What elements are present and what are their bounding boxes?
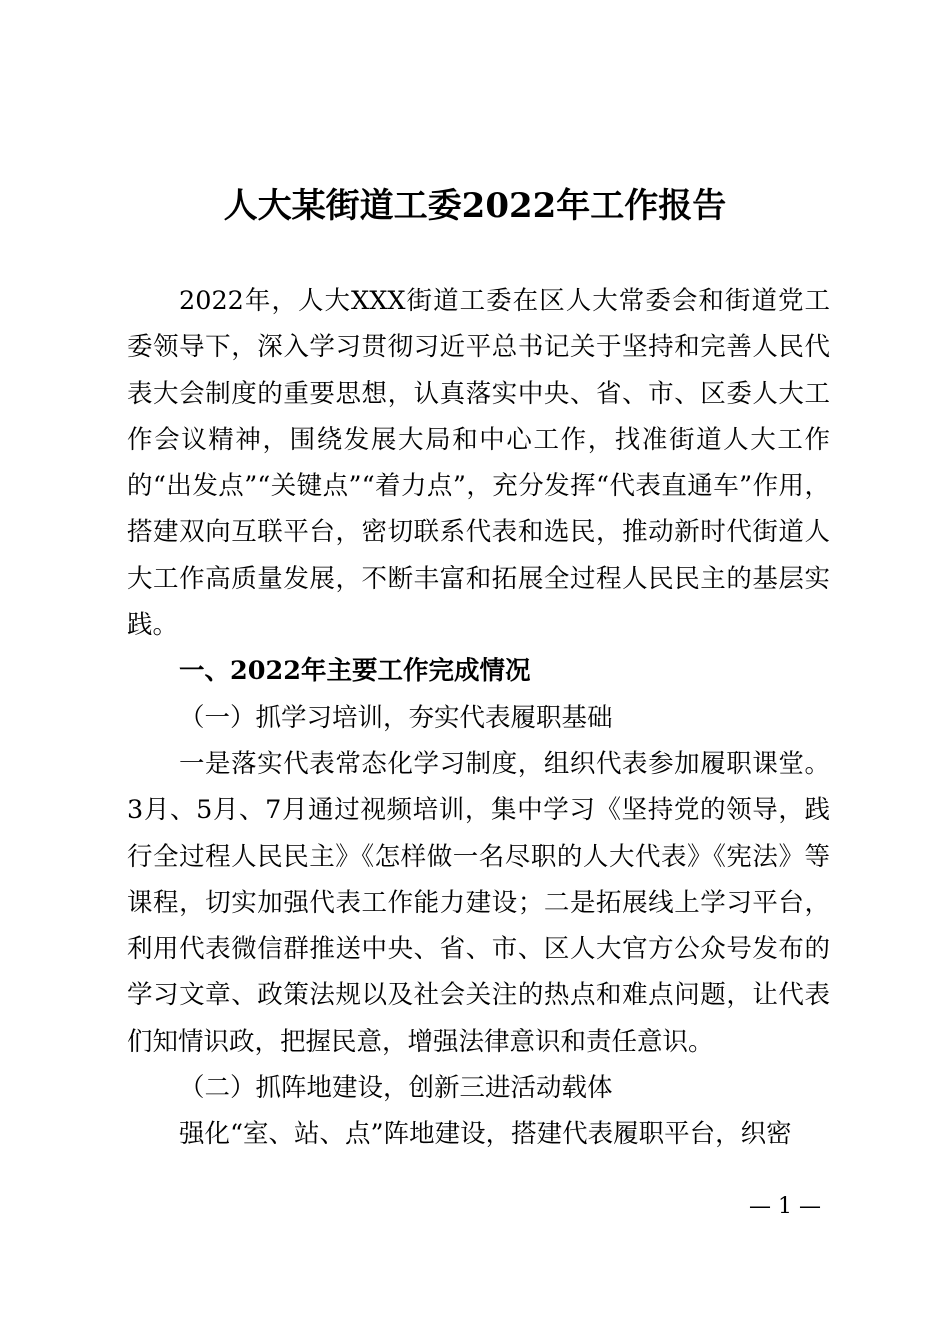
intro-paragraph: 2022年，人大XXX街道工委在区人大常委会和街道党工委领导下，深入学习贯彻习近平总书记关于坚持和完善人民代表大会制度的重要思想，认真落实中央、省、市、区委人大工作会议精神，围绕发展大局和中心工作，找准街道人大工作的“出发点”“关键点”“着力点”，充分发挥“代表直通车”作用，搭建双向互联平台，密切联系代表和选民，推动新时代街道人大工作高质量发展，不断丰富和拓展全过程人民民主的基层实践。 — [127, 286, 830, 641]
subsection-2-paragraph: 强化“室、站、点”阵地建设，搭建代表履职平台，织密 — [179, 1119, 792, 1150]
page-number: — 1 — — [749, 1194, 821, 1219]
subsection-1-paragraph: 一是落实代表常态化学习制度，组织代表参加履职课堂。3月、5月、7月通过视频培训，集中学习《坚持党的领导，践行全过程人民民主》《怎样做一名尽职的人大代表》《宪法》等课程，切实加强代表工作能力建设；二是拓展线上学习平台，利用代表微信群推送中央、省、市、区人大官方公众号发布的学习文章、政策法规以及社会关注的热点和难点问题，让代表们知情识政，把握民意，增强法律意识和责任意识。 — [127, 748, 830, 1057]
document-body — [127, 278, 830, 1158]
subsection-heading-2: （二）抓阵地建设，创新三进活动载体 — [179, 1073, 613, 1104]
subsection-heading-1: （一）抓学习培训，夯实代表履职基础 — [179, 702, 613, 733]
document-title: 人大某街道工委2022年工作报告 — [223, 186, 727, 226]
section-heading-1: 一、2022年主要工作完成情况 — [179, 656, 531, 687]
